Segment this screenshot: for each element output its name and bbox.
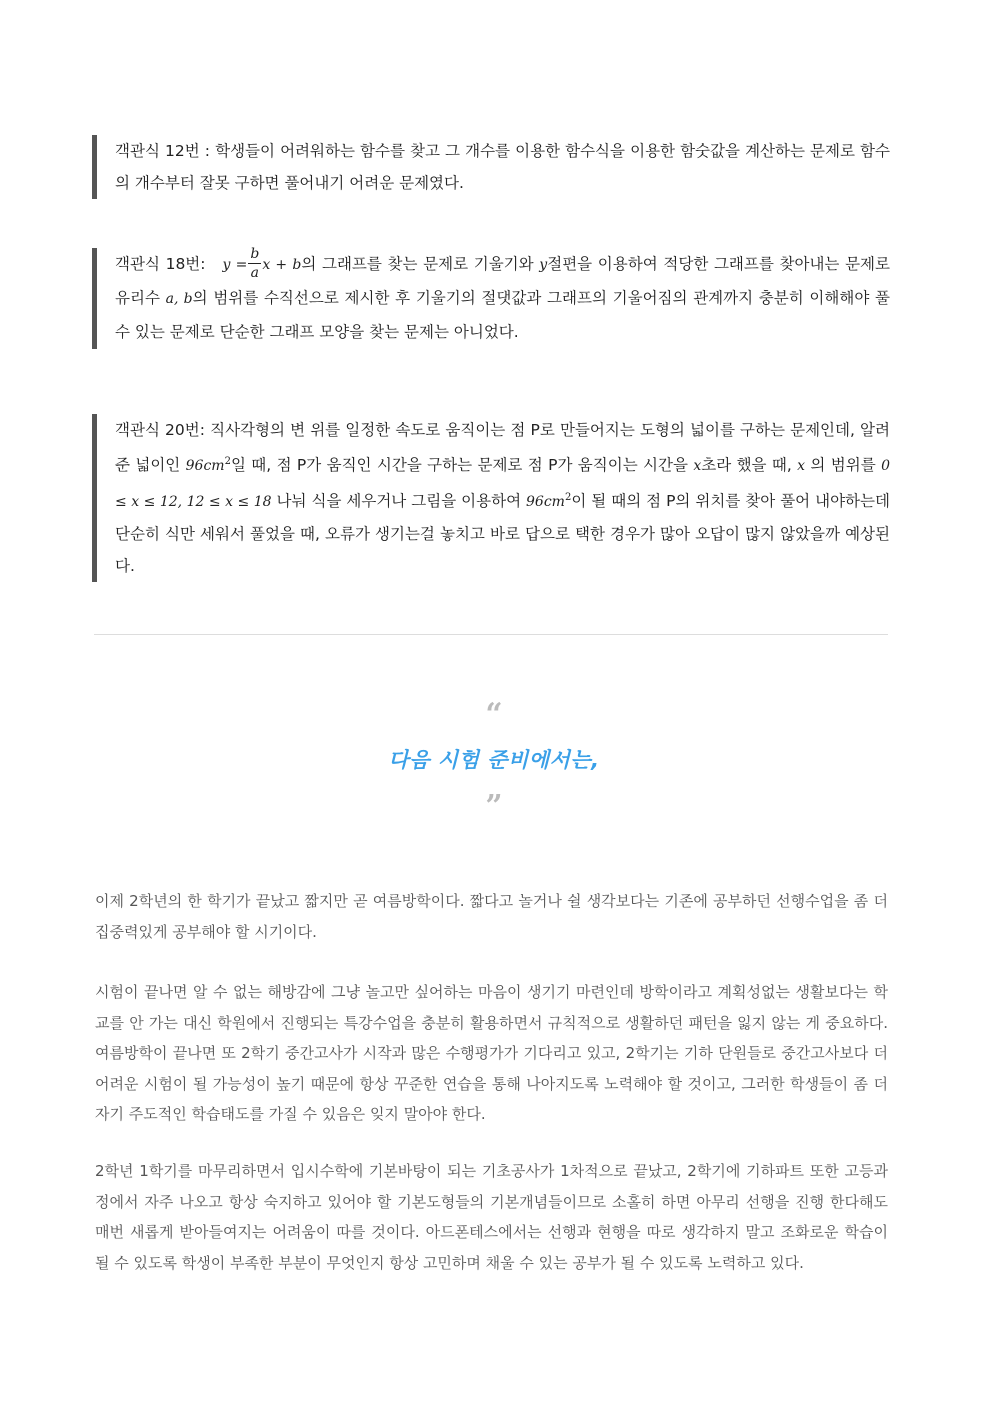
math-x-1: x <box>693 458 702 475</box>
pullquote-open <box>94 697 894 732</box>
exam-note-20-text2: 일 때, 점 P가 움직인 시간을 구하는 문제로 점 P가 움직이는 시간을 <box>230 456 694 475</box>
exam-note-18-text <box>115 248 890 349</box>
exam-note-18 <box>92 248 890 349</box>
math-ab: a, b <box>165 291 193 307</box>
exam-note-18-prefix: 객관식 18번: <box>115 255 212 273</box>
equation-lhs: y = <box>222 257 248 273</box>
exam-note-18-text1: 의 그래프를 찾는 문제로 기울기와 <box>301 255 540 273</box>
exam-note-20 <box>92 414 890 582</box>
paragraph-1: 이제 2학년의 한 학기가 끝났고 짧지만 곧 여름방학이다. 짧다고 놀거나 쉴 생각보다는 기존에 공부하던 선행수업을 좀 더 집중력있게 공부해야 할 시기이다. <box>95 892 888 941</box>
math-y: y <box>539 257 548 273</box>
exam-note-20-text5: 나눠 식을 세우거나 그림을 이용하여 <box>271 492 527 511</box>
area-value-2: 96cm <box>526 494 565 511</box>
section-divider <box>94 634 888 635</box>
exam-note-18-text3: 의 범위를 수직선으로 제시한 후 기울기의 절댓값과 그래프의 기울어짐의 관계까지 충분히 이해해야 풀 수 있는 문제로 단순한 그래프 모양을 찾는 문제는 아니었다. <box>115 289 890 341</box>
exam-note-12 <box>92 135 890 199</box>
pullquote-text: 다음 시험 준비에서는, <box>388 748 600 772</box>
exam-note-18-text2: 절편을 이용하여 적당한 그래프를 찾아내는 문제로유리수 <box>115 255 890 307</box>
area-sup-1: 2 <box>224 456 231 467</box>
exam-note-12-text: 객관식 12번 : 학생들이 어려워하는 함수를 찾고 그 개수를 이용한 함수식을 이용한 함숫값을 계산하는 문제로 함수의 개수부터 잘못 구하면 풀어내기 어려운 문제였다. <box>115 142 890 192</box>
close-quote-icon: ” <box>485 789 503 824</box>
pullquote-close <box>94 789 894 824</box>
paragraph-3: 2학년 1학기를 마무리하면서 입시수학에 기본바탕이 되는 기초공사가 1차적으로 끝났고, 2학기에 기하파트 또한 고등과정에서 자주 나오고 항상 숙지하고 있어야 할 기본도형들의 기본개념들이므로 소홀히 하면 아무리 선행을 진행 한다해도 매번 새롭게 받아들여지는 어려움이 따를 것이다. 아드폰테스에서는 선행과 현행을 따로 생각하지 말고 조화로운 학습이 될 수 있도록 학생이 부족한 부분이 무엇인지 항상 고민하며 채울 수 있는 공부가 될 수 있도록 노력하고 있다. <box>95 1162 888 1272</box>
range-expression: 0 ≤ x ≤ 12, 12 ≤ x ≤ 18 <box>115 458 890 511</box>
exam-note-20-text1: 객관식 20번: 직사각형의 변 위를 일정한 속도로 움직이는 점 P로 만들어지는 도형의 넓이를 구하는 문제인데, 알려준 넓이인 <box>115 421 890 475</box>
math-x-2: x <box>797 458 806 475</box>
equation-rhs: x + b <box>262 257 302 273</box>
fraction-denominator: a <box>250 265 260 281</box>
exam-note-20-text6: 이 될 때의 점 P의 위치를 찾아 풀어 내야하는데 단순히 식만 세워서 풀었을 때, 오류가 생기는걸 놓치고 바로 답으로 택한 경우가 많아 오답이 많지 않았을까 예상된다. <box>115 492 890 576</box>
area-value-1: 96cm <box>185 458 225 475</box>
fraction-numerator: b <box>250 246 260 262</box>
paragraph-2: 시험이 끝나면 알 수 없는 해방감에 그냥 놀고만 싶어하는 마음이 생기기 마련인데 방학이라고 계획성없는 생활보다는 학교를 안 가는 대신 학원에서 진행되는 특강수업을 충분히 활용하면서 규칙적으로 생활하던 패턴을 잃지 않는 게 중요하다. 여름방학이 끝나면 또 2학기 중간고사가 시작과 많은 수행평가가 기다리고 있고, 2학기는 기하 단원들로 중간고사보다 더 어려운 시험이 될 가능성이 높기 때문에 항상 꾸준한 연습을 통해 나아지도록 노력해야 할 것이고, 그러한 학생들이 좀 더 자기 주도적인 학습태도를 가질 수 있음은 잊지 말아야 한다. <box>95 983 888 1123</box>
exam-note-20-text3: 초라 했을 때, <box>701 456 798 475</box>
area-sup-2: 2 <box>564 492 572 504</box>
open-quote-icon: “ <box>485 697 503 732</box>
pullquote <box>94 744 894 774</box>
exam-note-20-text4: 의 범위를 <box>805 456 882 475</box>
equation-fraction <box>248 247 261 280</box>
exam-note-20-text <box>115 414 890 582</box>
